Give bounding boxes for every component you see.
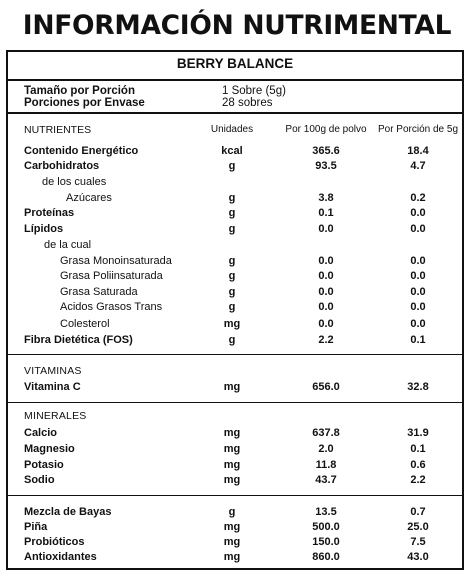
- nutrient-per-serving: 0.0: [410, 318, 426, 330]
- other-per-serving: 0.7: [410, 506, 426, 518]
- nutrient-unit: g: [228, 223, 236, 235]
- nutrient-name: Colesterol: [60, 318, 110, 330]
- other-per-serving: 43.0: [407, 551, 429, 563]
- nutrient-row-of-which: [8, 175, 462, 190]
- nutrient-name: Grasa Saturada: [60, 286, 138, 298]
- divider: [8, 402, 462, 403]
- mineral-unit: mg: [223, 443, 241, 455]
- divider: [8, 495, 462, 496]
- mineral-per-serving: 0.1: [410, 443, 426, 455]
- nutrient-per-serving: 0.0: [410, 223, 426, 235]
- nutrient-per-100g: 0.0: [318, 223, 334, 235]
- nutrient-unit: g: [228, 160, 236, 172]
- nutrient-row-proteins: [8, 206, 462, 221]
- mineral-row-sodium: [8, 473, 462, 488]
- other-per-100g: 500.0: [312, 521, 340, 533]
- other-unit: mg: [223, 536, 241, 548]
- nutrient-per-serving: 0.0: [410, 255, 426, 267]
- mineral-per-serving: 31.9: [407, 427, 429, 439]
- nutrient-unit: mg: [223, 318, 241, 330]
- nutrient-per-100g: 3.8: [318, 192, 334, 204]
- nutrient-row-saturated: [8, 285, 462, 300]
- nutrient-per-serving: 0.0: [410, 301, 426, 313]
- other-row-probiotics: [8, 535, 462, 550]
- nutrient-row-polyunsaturated: [8, 269, 462, 284]
- servings-per-container-label: Porciones por Envase: [24, 97, 145, 109]
- vitamin-per-100g: 656.0: [312, 381, 340, 393]
- nutrient-per-serving: 4.7: [410, 160, 426, 172]
- nutrient-row-trans-fat: [8, 300, 462, 315]
- header-per-serving: Por Porción de 5g: [377, 124, 459, 135]
- nutrient-unit: g: [228, 334, 236, 346]
- nutrient-unit: kcal: [221, 145, 243, 157]
- mineral-row-calcium: [8, 426, 462, 441]
- mineral-per-100g: 43.7: [315, 474, 337, 486]
- nutrient-row-fiber: [8, 333, 462, 348]
- mineral-name: Magnesio: [24, 443, 75, 455]
- other-row-antioxidants: [8, 550, 462, 565]
- mineral-row-potassium: [8, 458, 462, 473]
- nutrient-row-of-which-fat: [8, 238, 462, 253]
- other-per-100g: 860.0: [312, 551, 340, 563]
- mineral-per-100g: 11.8: [315, 459, 337, 471]
- vitamins-heading: VITAMINAS: [24, 365, 82, 377]
- mineral-per-100g: 2.0: [318, 443, 334, 455]
- vitamin-unit: mg: [223, 381, 241, 393]
- nutrient-per-100g: 93.5: [315, 160, 337, 172]
- nutrient-name: Grasa Monoinsaturada: [60, 255, 172, 267]
- nutrient-per-100g: 365.6: [312, 145, 340, 157]
- mineral-per-serving: 0.6: [410, 459, 426, 471]
- other-name: Piña: [24, 521, 48, 533]
- nutrient-unit: g: [228, 192, 236, 204]
- nutrient-unit: g: [228, 301, 236, 313]
- serving-size-label: Tamaño por Porción: [24, 85, 135, 97]
- nutrient-row-cholesterol: [8, 317, 462, 332]
- nutrient-per-100g: 0.0: [318, 286, 334, 298]
- nutrient-per-serving: 0.2: [410, 192, 426, 204]
- other-name: Mezcla de Bayas: [24, 506, 112, 518]
- nutrient-name: de la cual: [44, 239, 92, 251]
- nutrient-row-carbohydrates: [8, 159, 462, 174]
- nutrient-per-100g: 2.2: [318, 334, 334, 346]
- divider: [8, 354, 462, 355]
- nutrient-per-100g: 0.0: [318, 301, 334, 313]
- nutrient-per-100g: 0.0: [318, 255, 334, 267]
- other-per-serving: 25.0: [407, 521, 429, 533]
- other-per-100g: 13.5: [315, 506, 337, 518]
- divider: [8, 79, 462, 81]
- mineral-unit: mg: [223, 474, 241, 486]
- nutrient-row-sugars: [8, 191, 462, 206]
- nutrient-name: Lípidos: [24, 223, 64, 235]
- other-per-serving: 7.5: [410, 536, 426, 548]
- nutrient-per-serving: 0.0: [410, 286, 426, 298]
- servings-per-container-value: 28 sobres: [222, 97, 273, 109]
- mineral-unit: mg: [223, 427, 241, 439]
- mineral-name: Sodio: [24, 474, 55, 486]
- nutrient-name: Azúcares: [66, 192, 112, 204]
- other-unit: mg: [223, 521, 241, 533]
- header-per-100g: Por 100g de polvo: [285, 124, 367, 135]
- header-units: Unidades: [210, 124, 254, 135]
- minerals-heading: MINERALES: [24, 410, 87, 422]
- nutrient-name: de los cuales: [42, 176, 107, 188]
- other-unit: g: [228, 506, 236, 518]
- mineral-per-100g: 637.8: [312, 427, 340, 439]
- other-per-100g: 150.0: [312, 536, 340, 548]
- nutrient-row-lipids: [8, 222, 462, 237]
- mineral-row-magnesium: [8, 442, 462, 457]
- product-name: BERRY BALANCE: [176, 56, 294, 71]
- serving-size-value: 1 Sobre (5g): [222, 85, 286, 97]
- vitamin-row-c: [8, 380, 462, 395]
- other-name: Probióticos: [24, 536, 85, 548]
- nutrient-per-serving: 0.1: [410, 334, 426, 346]
- nutrient-per-serving: 0.0: [410, 270, 426, 282]
- nutrient-name: Carbohidratos: [24, 160, 100, 172]
- nutrient-unit: g: [228, 270, 236, 282]
- nutrient-per-serving: 18.4: [407, 145, 429, 157]
- divider: [8, 112, 462, 114]
- nutrient-per-serving: 0.0: [410, 207, 426, 219]
- nutrient-name: Fibra Dietética (FOS): [24, 334, 133, 346]
- nutrient-name: Grasa Poliinsaturada: [60, 270, 163, 282]
- vitamin-per-serving: 32.8: [407, 381, 429, 393]
- nutrient-name: Proteínas: [24, 207, 75, 219]
- mineral-unit: mg: [223, 459, 241, 471]
- other-row-pineapple: [8, 520, 462, 535]
- other-name: Antioxidantes: [24, 551, 97, 563]
- header-nutrients: NUTRIENTES: [24, 124, 92, 136]
- other-unit: mg: [223, 551, 241, 563]
- nutrient-unit: g: [228, 286, 236, 298]
- nutrient-per-100g: 0.1: [318, 207, 334, 219]
- nutrient-unit: g: [228, 255, 236, 267]
- nutrient-per-100g: 0.0: [318, 318, 334, 330]
- nutrient-row-monounsaturated: [8, 254, 462, 269]
- nutrient-per-100g: 0.0: [318, 270, 334, 282]
- page-title: INFORMACIÓN NUTRIMENTAL: [22, 10, 452, 41]
- nutrition-panel: [6, 50, 464, 570]
- mineral-name: Potasio: [24, 459, 64, 471]
- mineral-name: Calcio: [24, 427, 58, 439]
- nutrient-row-energy: [8, 144, 462, 159]
- mineral-per-serving: 2.2: [410, 474, 426, 486]
- nutrient-unit: g: [228, 207, 236, 219]
- nutrient-name: Contenido Energético: [24, 145, 139, 157]
- vitamin-name: Vitamina C: [24, 381, 81, 393]
- nutrient-name: Acidos Grasos Trans: [60, 301, 163, 313]
- other-row-berry-mix: [8, 505, 462, 520]
